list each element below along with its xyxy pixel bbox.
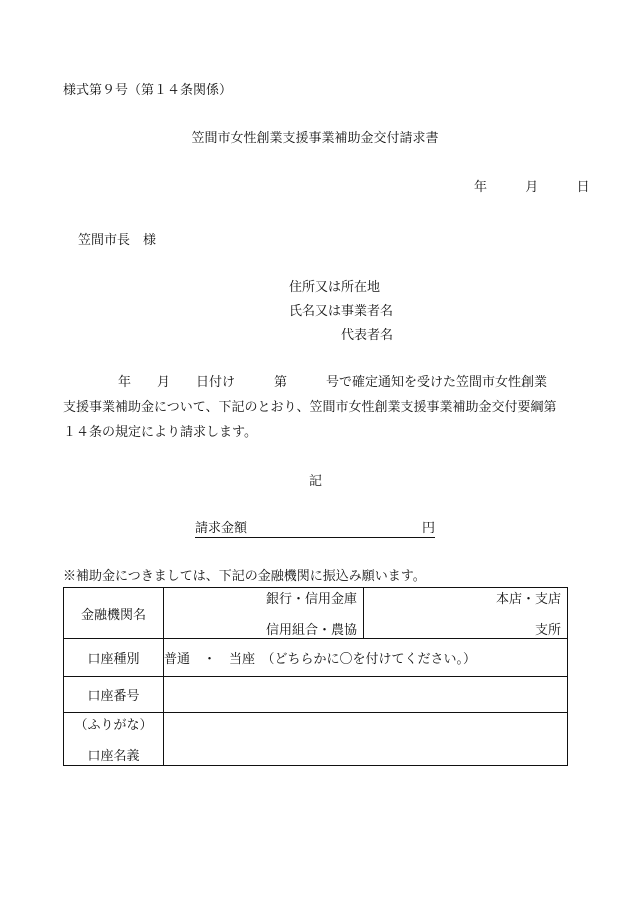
paragraph-line-1: 年 月 日付け 第 号で確定通知を受けた笠間市女性創業 — [118, 375, 548, 390]
account-name-label: 口座名義 — [87, 749, 140, 764]
bank-table — [63, 587, 568, 766]
amount-label: 請求金額 — [195, 521, 248, 536]
paragraph-line-2: 支援事業補助金について、下記のとおり、笠間市女性創業支援事業補助金交付要綱第 — [63, 400, 557, 415]
account-name-field[interactable] — [164, 713, 568, 766]
table-row — [64, 677, 568, 713]
document-title: 笠間市女性創業支援事業補助金交付請求書 — [191, 131, 439, 146]
address-label: 住所又は所在地 — [289, 280, 381, 295]
representative-label: 代表者名 — [341, 328, 394, 343]
date-day: 日 — [576, 180, 590, 195]
date-month: 月 — [525, 180, 539, 195]
branch-type-1: 本店・支店 — [495, 592, 561, 607]
account-name-furigana: （ふりがな） — [74, 718, 153, 733]
account-number-label: 口座番号 — [64, 677, 164, 713]
account-name-label-cell — [64, 713, 164, 766]
table-row — [64, 639, 568, 677]
amount-row — [195, 522, 435, 538]
branch-type-2: 支所 — [534, 623, 561, 638]
table-row — [64, 713, 568, 766]
account-number-field[interactable] — [164, 677, 568, 713]
amount-unit: 円 — [421, 521, 435, 536]
institution-label: 金融機関名 — [64, 588, 164, 639]
form-number: 様式第９号（第１４条関係） — [63, 83, 233, 98]
bank-note: ※補助金につきましては、下記の金融機関に振込み願います。 — [63, 569, 426, 584]
bank-type-cell — [164, 588, 364, 639]
bank-type-2: 信用組合・農協 — [265, 623, 357, 638]
addressee: 笠間市長 様 — [78, 233, 157, 248]
name-label: 氏名又は事業者名 — [289, 304, 394, 319]
branch-type-cell — [364, 588, 568, 639]
ki-heading: 記 — [309, 474, 323, 489]
paragraph-line-3: １４条の規定により請求します。 — [63, 425, 257, 440]
table-row — [64, 588, 568, 639]
date-year: 年 — [474, 180, 488, 195]
account-type-value: 普通 ・ 当座 （どちらかに〇を付けてください。） — [164, 639, 568, 677]
date-line — [474, 181, 590, 194]
bank-type-1: 銀行・信用金庫 — [265, 592, 357, 607]
account-type-label: 口座種別 — [64, 639, 164, 677]
